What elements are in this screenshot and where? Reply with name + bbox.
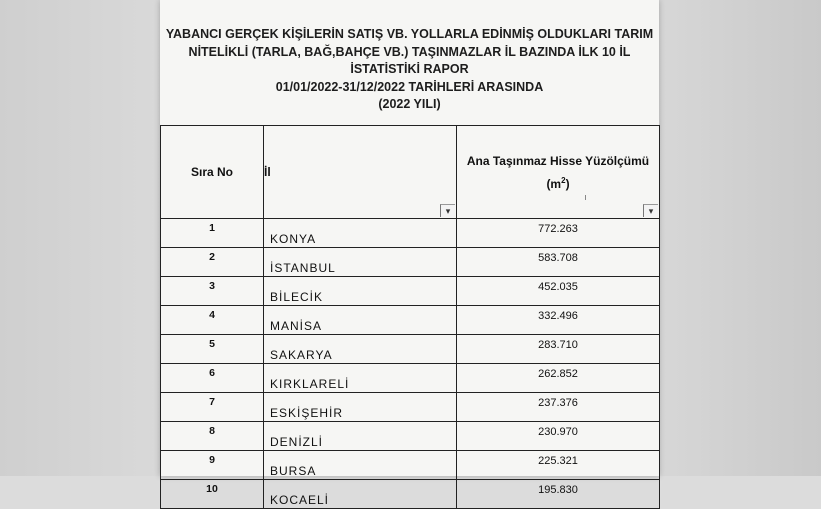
table-header-row bbox=[161, 126, 660, 219]
title-line-3: İSTATİSTİKİ RAPOR bbox=[350, 62, 469, 76]
table-row bbox=[161, 219, 660, 248]
title-line-4: 01/01/2022-31/12/2022 TARİHLERİ ARASINDA bbox=[275, 79, 544, 94]
header-area bbox=[457, 126, 660, 219]
row-il: İSTANBUL bbox=[264, 248, 457, 277]
title-line-1: YABANCI GERÇEK KİŞİLERİN SATIŞ VB. YOLLARLA EDİNMİŞ OLDUKLARI TARIM bbox=[165, 27, 654, 41]
table-row bbox=[161, 480, 660, 509]
row-no: 8 bbox=[161, 422, 264, 451]
header-il-label: İl bbox=[264, 165, 271, 179]
row-value: 230.970 bbox=[457, 422, 660, 451]
filter-dropdown-icon[interactable]: ▾ bbox=[643, 204, 658, 217]
table-row bbox=[161, 451, 660, 480]
row-no: 1 bbox=[161, 219, 264, 248]
table-row bbox=[161, 335, 660, 364]
table-row bbox=[161, 364, 660, 393]
row-value: 452.035 bbox=[457, 277, 660, 306]
row-il: DENİZLİ bbox=[264, 422, 457, 451]
cursor-tick bbox=[585, 195, 586, 200]
row-no: 9 bbox=[161, 451, 264, 480]
row-value: 583.708 bbox=[457, 248, 660, 277]
table-row bbox=[161, 277, 660, 306]
report-document bbox=[160, 0, 659, 507]
row-no: 2 bbox=[161, 248, 264, 277]
header-area-unit: $(m^2)$ bbox=[546, 175, 570, 191]
report-title bbox=[160, 26, 659, 114]
row-value: 262.852 bbox=[457, 364, 660, 393]
filter-dropdown-icon[interactable]: ▾ bbox=[440, 204, 455, 217]
table-row bbox=[161, 306, 660, 335]
row-il: KOCAELİ bbox=[264, 480, 457, 509]
background-right bbox=[659, 0, 821, 476]
table-row bbox=[161, 422, 660, 451]
row-no: 10 bbox=[161, 480, 264, 509]
row-no: 6 bbox=[161, 364, 264, 393]
row-il: SAKARYA bbox=[264, 335, 457, 364]
background-left bbox=[0, 0, 160, 476]
row-no: 5 bbox=[161, 335, 264, 364]
row-il: KIRKLARELİ bbox=[264, 364, 457, 393]
table-row bbox=[161, 248, 660, 277]
row-value: 195.830 bbox=[457, 480, 660, 509]
header-area-label: Ana Taşınmaz Hisse Yüzölçümü bbox=[466, 153, 650, 168]
row-value: 225.321 bbox=[457, 451, 660, 480]
row-no: 7 bbox=[161, 393, 264, 422]
row-value: 237.376 bbox=[457, 393, 660, 422]
row-value: 332.496 bbox=[457, 306, 660, 335]
row-il: MANİSA bbox=[264, 306, 457, 335]
statistics-table bbox=[160, 125, 660, 509]
title-line-5: (2022 YILI) bbox=[378, 97, 441, 111]
row-no: 3 bbox=[161, 277, 264, 306]
row-il: BURSA bbox=[264, 451, 457, 480]
row-value: 283.710 bbox=[457, 335, 660, 364]
table-row bbox=[161, 393, 660, 422]
row-il: KONYA bbox=[264, 219, 457, 248]
header-no-label: Sıra No bbox=[190, 165, 233, 179]
header-il bbox=[264, 126, 457, 219]
row-no: 4 bbox=[161, 306, 264, 335]
row-il: ESKİŞEHİR bbox=[264, 393, 457, 422]
row-value: 772.263 bbox=[457, 219, 660, 248]
row-il: BİLECİK bbox=[264, 277, 457, 306]
title-line-2: NİTELİKLİ (TARLA, BAĞ,BAHÇE VB.) TAŞINMAZLAR İL BAZINDA İLK 10 İL bbox=[188, 44, 631, 59]
header-no bbox=[161, 126, 264, 219]
